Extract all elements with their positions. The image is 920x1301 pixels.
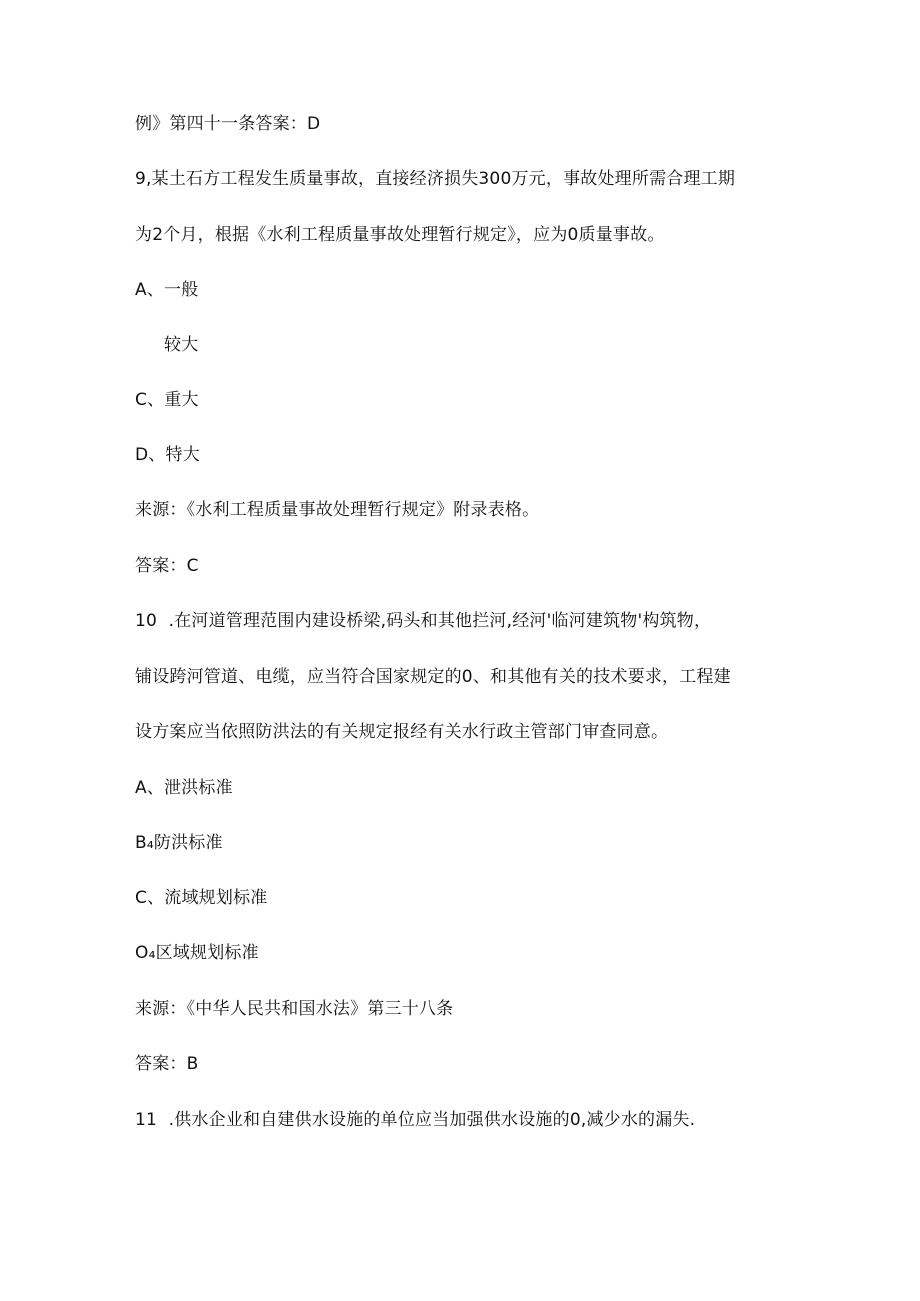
q9-source: 来源：《水利工程质量事故处理暂行规定》附录表格。 [135,500,540,520]
q10-option-a: A、泄洪标准 [135,778,233,798]
q9-option-b: 较大 [164,335,199,355]
q8-answer-line: 例》第四十一条答案：D [135,114,321,134]
q10-stem-line-1: 10 .在河道管理范围内建设桥梁,码头和其他拦河,经河'临河建筑物'构筑物， [135,611,712,631]
q11-stem-line-1: 11 .供水企业和自建供水设施的单位应当加强供水设施的0,减少水的漏失. [135,1110,696,1130]
q9-option-c: C、重大 [135,390,199,410]
q10-option-b: B₄防洪标准 [135,833,223,853]
q9-option-a: A、一般 [135,280,199,300]
q10-stem-line-2: 铺设跨河管道、电缆，应当符合国家规定的0、和其他有关的技术要求，工程建 [135,667,731,687]
q10-answer: 答案：B [135,1054,199,1074]
q9-stem-line-1: 9,某土石方工程发生质量事故，直接经济损失300万元，事故处理所需合理工期 [135,169,736,189]
q10-option-d: O₄区域规划标准 [135,943,259,963]
q10-option-c: C、流域规划标准 [135,888,268,908]
q10-source: 来源：《中华人民共和国水法》第三十八条 [135,999,454,1019]
q9-answer: 答案：C [135,556,199,576]
q9-stem-line-2: 为2个月，根据《水利工程质量事故处理暂行规定》，应为0质量事故。 [135,225,665,245]
q10-stem-line-3: 设方案应当依照防洪法的有关规定报经有关水行政主管部门审查同意。 [135,722,669,742]
q9-option-d: D、特大 [135,445,200,465]
